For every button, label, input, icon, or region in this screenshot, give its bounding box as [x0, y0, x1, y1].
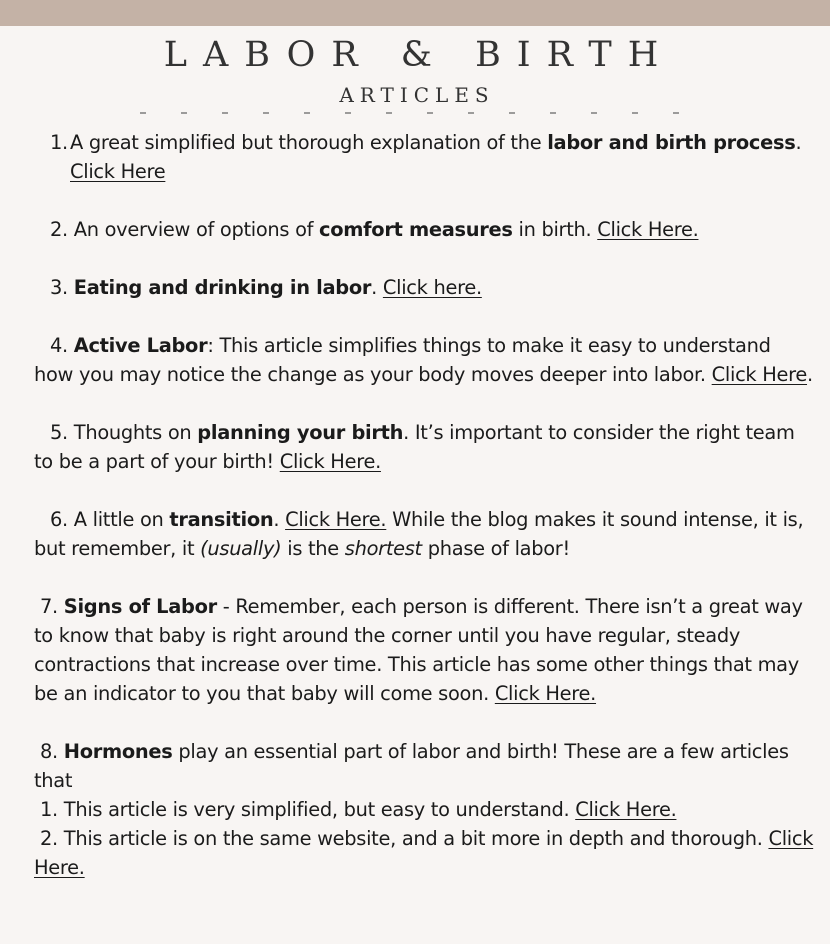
click-here-link[interactable]: Click here.: [382, 276, 482, 299]
item-text: A little on: [73, 508, 170, 531]
item-text: phase of labor!: [421, 537, 570, 560]
item-text: in birth.: [512, 218, 598, 241]
click-here-link[interactable]: Click Here: [70, 160, 166, 183]
item-text: A great simplified but thorough explanation of the: [70, 131, 548, 154]
click-here-link[interactable]: Click Here.: [279, 450, 381, 473]
item-topic: Signs of Labor: [63, 595, 217, 618]
item-topic: comfort measures: [319, 218, 513, 241]
item-text: .: [807, 363, 813, 386]
item-text: play an essential part of labor and birth! These are a few articles that: [34, 740, 789, 792]
item-topic: transition: [169, 508, 274, 531]
item-number: 4.: [50, 334, 68, 357]
item-number: 6.: [50, 508, 68, 531]
item-text: While the blog makes it sound intense, it is, but remember, it: [34, 508, 804, 560]
item-text: - Remember, each person is different. There isn’t a great way to know that baby is right around the corner until you have regular, steady contractions that increase over time. This article has some other things that may be an indicator to you that baby will come soon.: [34, 595, 803, 705]
item-topic: Eating and drinking in labor: [73, 276, 372, 299]
sub-item-number: 2.: [40, 827, 58, 850]
sub-item-text: This article is on the same website, and a bit more in depth and thorough.: [63, 827, 769, 850]
dashed-divider: [140, 108, 695, 118]
top-banner: [0, 0, 830, 26]
list-item: [34, 418, 814, 476]
item-text: . It’s important to consider the right team to be a part of your birth!: [34, 421, 795, 473]
list-item: [34, 505, 814, 563]
sub-list-item: [34, 824, 814, 882]
item-number: 8.: [40, 740, 58, 763]
click-here-link[interactable]: Click Here.: [494, 682, 597, 705]
item-emphasis: shortest: [344, 537, 422, 560]
click-here-link[interactable]: Click Here.: [285, 508, 387, 531]
page-title: LABOR & BIRTH: [163, 35, 675, 75]
item-topic: labor and birth process: [547, 131, 796, 154]
item-number: 5.: [50, 421, 68, 444]
item-number: 3.: [50, 276, 68, 299]
item-text: An overview of options of: [73, 218, 320, 241]
item-text: : This article simplifies things to make it easy to understand how you may notice the change as your body moves deeper into labor.: [34, 334, 771, 386]
list-item: [34, 331, 814, 389]
click-here-link[interactable]: Click Here.: [597, 218, 699, 241]
sub-list-item: [34, 795, 814, 824]
list-item: [34, 128, 814, 186]
sub-item-text: This article is very simplified, but easy to understand.: [63, 798, 576, 821]
click-here-link[interactable]: Click Here: [711, 363, 808, 386]
list-item: [34, 592, 814, 708]
item-text: Thoughts on: [73, 421, 198, 444]
item-text: is the: [281, 537, 345, 560]
item-number: 2.: [50, 218, 68, 241]
list-item: [34, 215, 814, 244]
item-text: .: [273, 508, 286, 531]
item-topic: planning your birth: [197, 421, 404, 444]
list-item: [34, 273, 814, 302]
item-topic: Active Labor: [73, 334, 208, 357]
item-emphasis: (usually): [200, 537, 282, 560]
list-item: [34, 737, 814, 882]
item-text: .: [371, 276, 383, 299]
item-number: 7.: [40, 595, 58, 618]
click-here-link[interactable]: Click Here.: [575, 798, 677, 821]
page-subtitle: ARTICLES: [339, 83, 495, 107]
article-list: [34, 128, 814, 882]
sub-item-number: 1.: [40, 798, 58, 821]
item-number: 1.: [50, 131, 68, 154]
click-here-link[interactable]: Click Here.: [34, 827, 814, 879]
item-text: .: [795, 131, 802, 154]
item-topic: Hormones: [63, 740, 173, 763]
